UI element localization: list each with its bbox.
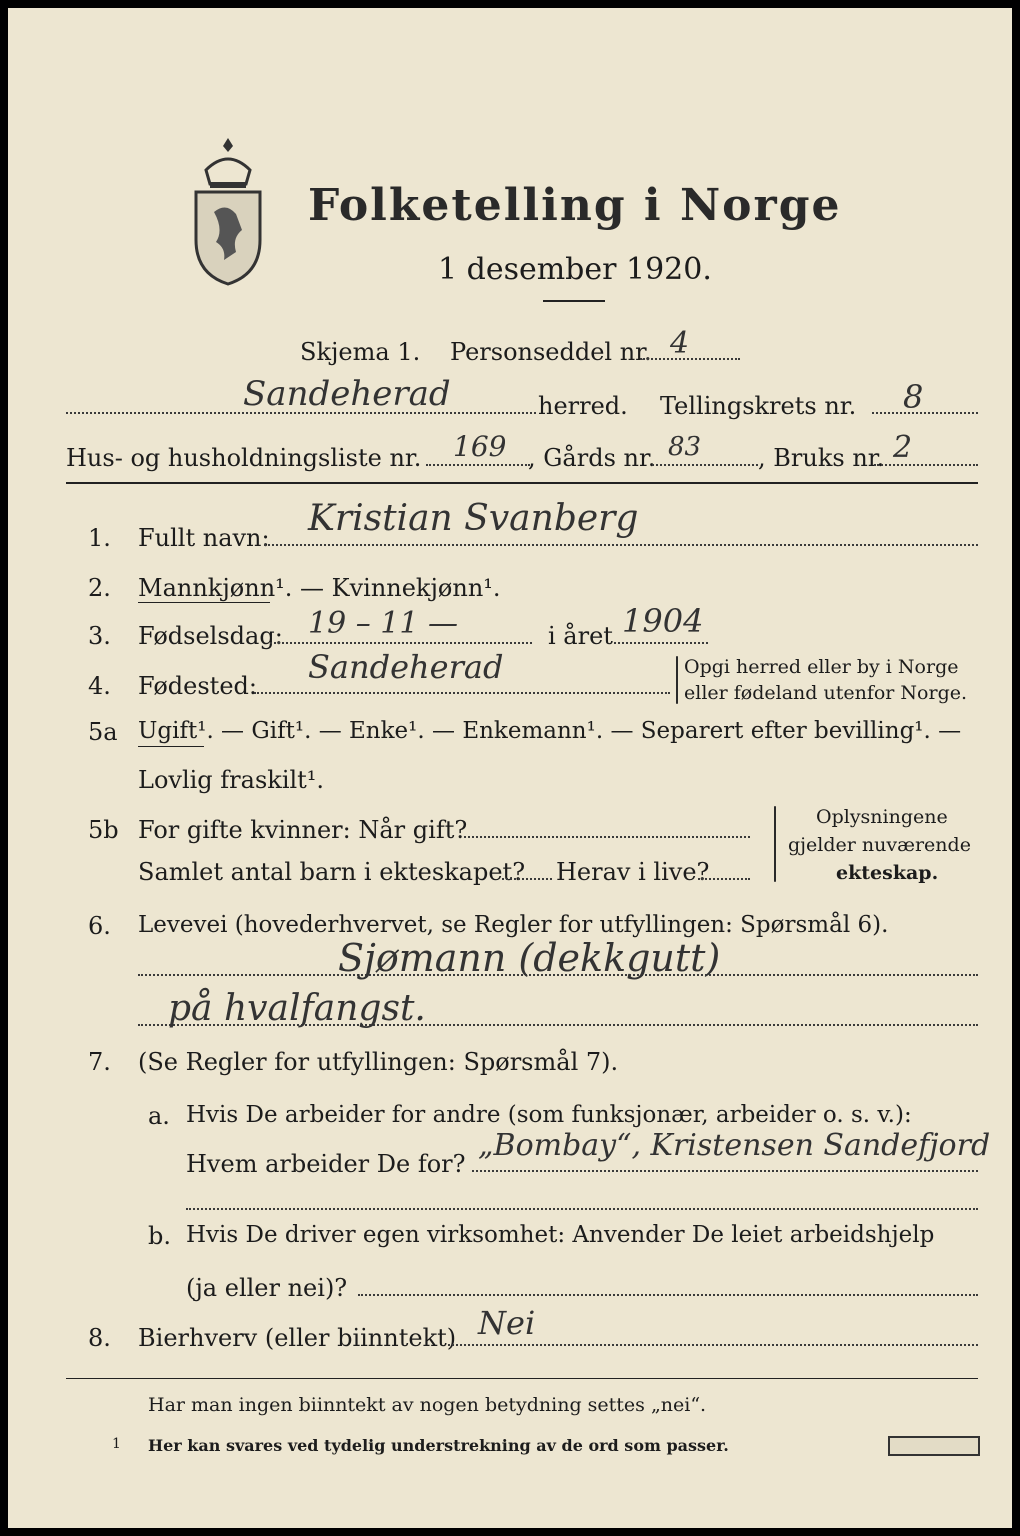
q7-number: 7.	[88, 1048, 111, 1076]
q5b-note-2: gjelder nuværende	[788, 834, 971, 856]
full-name-value: Kristian Svanberg	[308, 498, 639, 539]
q5b-note-1: Oplysningene	[816, 806, 948, 828]
tellingskrets-value: 8	[903, 378, 924, 416]
census-date: 1 desember 1920.	[438, 252, 712, 287]
footer-divider	[66, 1378, 978, 1379]
q2-number: 2.	[88, 574, 111, 602]
q5a-number: 5a	[88, 718, 118, 746]
printer-mark	[888, 1436, 980, 1456]
birthplace-note-1: Opgi herred eller by i Norge	[684, 656, 959, 678]
section-divider	[66, 482, 978, 484]
q1-number: 1.	[88, 524, 111, 552]
q5b-alive-label: Herav i live?	[556, 858, 710, 886]
hus-value: 169	[453, 430, 507, 463]
gards-value: 83	[668, 432, 702, 462]
birthplace-value: Sandeherad	[308, 648, 504, 686]
footnote-text: Her kan svares ved tydelig understrekning av de ord som passer.	[148, 1436, 729, 1455]
q5b-note-3: ekteskap.	[836, 862, 939, 884]
birthday-value: 19 – 11 —	[308, 606, 458, 641]
employer-value: „Bombay“, Kristensen Sandefjord	[478, 1128, 991, 1163]
gender-underline	[138, 602, 270, 603]
q8-number: 8.	[88, 1324, 111, 1352]
footer-note: Har man ingen biinntekt av nogen betydning settes „nei“.	[148, 1394, 707, 1416]
q5b-label: For gifte kvinner: Når gift?	[138, 816, 468, 844]
gards-label: , Gårds nr.	[528, 444, 656, 472]
marital-underline	[138, 746, 204, 747]
side-income-value: Nei	[478, 1304, 536, 1342]
q6-label: Levevei (hovederhvervet, se Regler for utfyllingen: Spørsmål 6).	[138, 912, 889, 938]
census-form	[8, 8, 1012, 1528]
marital-status-options: Ugift¹. — Gift¹. — Enke¹. — Enkemann¹. — Separert efter bevilling¹. —	[138, 718, 962, 744]
personseddel-label: Personseddel nr.	[450, 338, 652, 366]
gender-options: Mannkjønn¹. — Kvinnekjønn¹.	[138, 574, 501, 602]
form-title: Folketelling i Norge	[308, 180, 842, 231]
q5b-children-label: Samlet antal barn i ekteskapet?	[138, 858, 526, 886]
q8-label: Bierhverv (eller biinntekt)	[138, 1324, 457, 1352]
tellingskrets-label: Tellingskrets nr.	[660, 392, 857, 420]
personseddel-value: 4	[670, 326, 690, 361]
hus-label: Hus- og husholdningsliste nr.	[66, 444, 422, 472]
q7b-letter: b.	[148, 1222, 171, 1250]
q6-number: 6.	[88, 912, 111, 940]
q7b-label-cont: (ja eller nei)?	[186, 1274, 348, 1302]
occupation-value-2: på hvalfangst.	[168, 988, 426, 1029]
q7a-employer-label: Hvem arbeider De for?	[186, 1150, 466, 1178]
q7a-letter: a.	[148, 1102, 170, 1130]
skjema-label: Skjema 1.	[300, 338, 421, 366]
herred-value: Sandeherad	[243, 374, 451, 414]
q7b-label: Hvis De driver egen virksomhet: Anvender De leiet arbeidshjelp	[186, 1222, 935, 1248]
q3-number: 3.	[88, 622, 111, 650]
birthplace-note-2: eller fødeland utenfor Norge.	[684, 682, 968, 704]
q7-label: (Se Regler for utfyllingen: Spørsmål 7).	[138, 1048, 619, 1076]
birth-year-label: i året	[548, 622, 613, 650]
coat-of-arms-icon	[188, 130, 268, 290]
q1-label: Fullt navn:	[138, 524, 270, 552]
q4-number: 4.	[88, 672, 111, 700]
title-divider	[543, 300, 605, 302]
bruks-value: 2	[893, 430, 913, 465]
q3-label: Fødselsdag:	[138, 622, 283, 650]
herred-label: herred.	[538, 392, 628, 420]
birth-year-value: 1904	[622, 602, 704, 640]
q7a-label: Hvis De arbeider for andre (som funksjonær, arbeider o. s. v.):	[186, 1102, 912, 1128]
bruks-label: , Bruks nr.	[758, 444, 885, 472]
marital-status-options-cont: Lovlig fraskilt¹.	[138, 766, 325, 794]
occupation-value-1: Sjømann (dekkgutt)	[338, 936, 721, 980]
q5b-number: 5b	[88, 816, 119, 844]
q4-label: Fødested:	[138, 672, 257, 700]
footnote-number: 1	[112, 1436, 121, 1452]
